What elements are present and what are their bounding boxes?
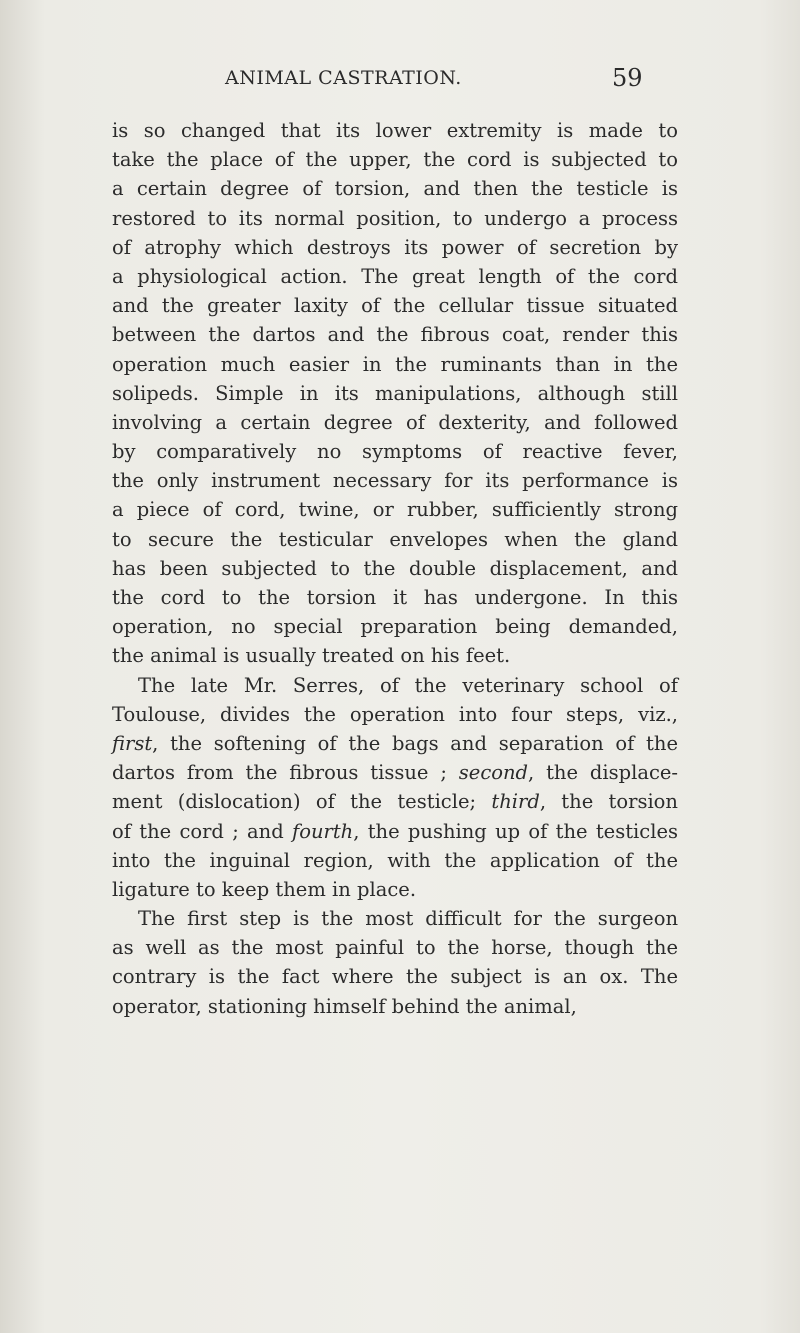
text-segment: a physiological action. The great length of the cord bbox=[112, 264, 678, 288]
text-line bbox=[112, 992, 678, 1021]
text-segment: as well as the most painful to the horse, though the bbox=[112, 936, 678, 960]
text-line bbox=[112, 525, 678, 554]
text-segment: the animal is usually treated on his feet. bbox=[112, 644, 511, 668]
text-line bbox=[112, 641, 678, 670]
running-head: ANIMAL CASTRATION. bbox=[225, 67, 462, 89]
text-segment: the cord to the torsion it has undergone. In this bbox=[112, 586, 678, 609]
page-number: 59 bbox=[612, 64, 643, 92]
text-segment: , the softening of the bags and separation of the bbox=[152, 731, 678, 755]
paragraph bbox=[112, 904, 678, 1021]
text-line bbox=[112, 291, 678, 320]
text-line bbox=[112, 875, 678, 904]
text-segment: The late Mr. Serres, of the veterinary school of bbox=[138, 673, 678, 697]
text-segment: dartos from the fibrous tissue ; bbox=[112, 761, 459, 785]
text-line bbox=[112, 379, 678, 408]
italic-text: fourth bbox=[291, 819, 354, 843]
text-segment: contrary is the fact where the subject is an ox. The bbox=[112, 965, 678, 989]
text-line bbox=[112, 262, 678, 291]
text-segment: , the torsion bbox=[539, 790, 678, 814]
text-segment: take the place of the upper, the cord is subjected to bbox=[112, 148, 678, 172]
text-line bbox=[112, 846, 678, 875]
text-segment: , the pushing up of the testicles bbox=[353, 819, 678, 843]
text-segment: ligature to keep them in place. bbox=[112, 877, 417, 901]
text-line bbox=[112, 817, 678, 846]
text-line bbox=[112, 962, 678, 991]
page-header bbox=[0, 64, 800, 97]
text-line bbox=[112, 204, 678, 233]
text-line bbox=[112, 612, 678, 641]
text-segment: operation, no special preparation being demanded, bbox=[112, 615, 678, 639]
text-line bbox=[112, 758, 678, 787]
italic-text: third bbox=[491, 790, 540, 814]
text-line bbox=[112, 554, 678, 583]
italic-text: first bbox=[112, 731, 153, 755]
text-segment: ment (dislocation) of the testicle; bbox=[112, 790, 492, 814]
text-line bbox=[112, 466, 678, 495]
paragraph bbox=[112, 116, 678, 671]
text-segment: The first step is the most difficult for the surgeon bbox=[138, 907, 678, 931]
paragraph bbox=[112, 671, 678, 905]
text-line bbox=[112, 350, 678, 379]
text-line bbox=[112, 787, 678, 816]
text-segment: of atrophy which destroys its power of secretion by bbox=[112, 235, 678, 259]
text-segment: , the displace- bbox=[528, 761, 678, 785]
text-line bbox=[112, 700, 678, 729]
text-line bbox=[112, 408, 678, 437]
text-segment: has been subjected to the double displacement, and bbox=[112, 556, 678, 580]
text-segment: the only instrument necessary for its performance is bbox=[112, 469, 678, 493]
text-segment: restored to its normal position, to undergo a process bbox=[112, 206, 678, 230]
text-segment: to secure the testicular envelopes when the gland bbox=[112, 527, 678, 551]
body-text bbox=[112, 116, 678, 1021]
text-segment: Toulouse, divides the operation into four steps, viz., bbox=[112, 702, 678, 726]
text-segment: by comparatively no symptoms of reactive fever, bbox=[112, 440, 678, 464]
text-segment: solipeds. Simple in its manipulations, although still bbox=[112, 381, 678, 405]
text-segment: a piece of cord, twine, or rubber, sufficiently strong bbox=[112, 498, 678, 522]
text-line bbox=[112, 904, 678, 933]
text-line bbox=[112, 145, 678, 174]
text-line bbox=[112, 933, 678, 962]
text-segment: is so changed that its lower extremity is made to bbox=[112, 119, 678, 142]
text-segment: between the dartos and the fibrous coat, render this bbox=[112, 323, 678, 347]
text-segment: involving a certain degree of dexterity, and followed bbox=[112, 410, 678, 434]
text-line bbox=[112, 671, 678, 700]
text-segment: of the cord ; and bbox=[112, 819, 292, 843]
text-line bbox=[112, 437, 678, 466]
text-segment: a certain degree of torsion, and then the testicle is bbox=[112, 177, 678, 201]
text-segment: into the inguinal region, with the application of the bbox=[112, 848, 678, 872]
text-line bbox=[112, 116, 678, 145]
text-line bbox=[112, 320, 678, 349]
text-segment: operation much easier in the ruminants than in the bbox=[112, 352, 678, 376]
text-line bbox=[112, 174, 678, 203]
italic-text: second bbox=[458, 761, 529, 785]
text-line bbox=[112, 233, 678, 262]
text-line bbox=[112, 729, 678, 758]
text-line bbox=[112, 495, 678, 524]
text-line bbox=[112, 583, 678, 612]
text-segment: operator, stationing himself behind the animal, bbox=[112, 994, 577, 1018]
text-segment: and the greater laxity of the cellular tissue situated bbox=[112, 294, 678, 318]
